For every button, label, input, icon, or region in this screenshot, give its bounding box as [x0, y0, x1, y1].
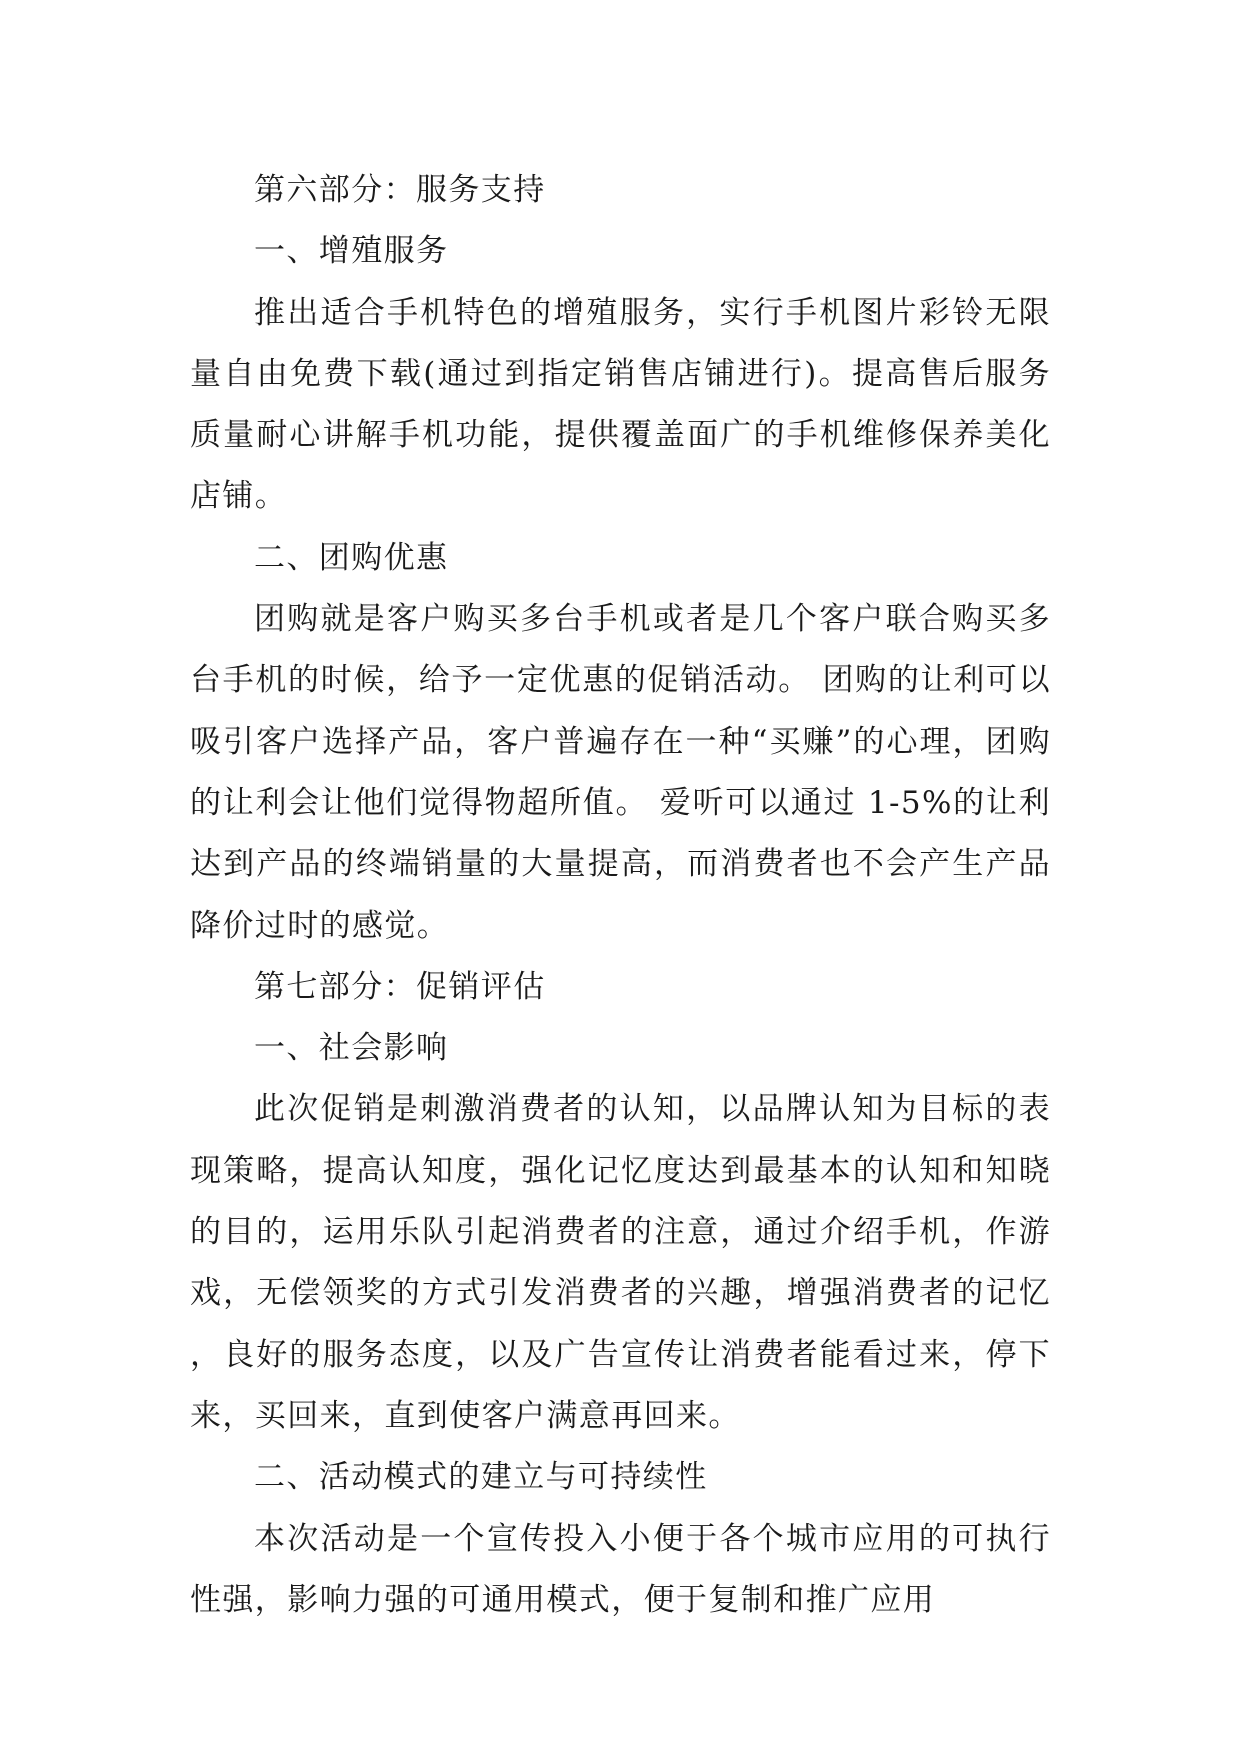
paragraph-social-impact: 此次促销是刺激消费者的认知，以品牌认知为目标的表现策略，提高认知度，强化记忆度达到最基本的认知和知晓的目的，运用乐队引起消费者的注意，通过介绍手机，作游戏，无偿领奖的方式引发消费者的兴趣，增强消费者的记忆，良好的服务态度，以及广告宣传让消费者能看过来，停下来，买回来，直到使客户满意再回来。 — [190, 1091, 1051, 1434]
section-heading-part-six: 第六部分：服务支持 — [254, 172, 546, 208]
subheading-value-added-service: 一、增殖服务 — [254, 233, 449, 270]
subheading-group-purchase: 二、团购优惠 — [254, 539, 449, 576]
paragraph-activity-model: 本次活动是一个宣传投入小便于各个城市应用的可执行性强，影响力强的可通用模式，便于复制和推广应用 — [190, 1520, 1051, 1618]
subheading-social-impact: 一、社会影响 — [254, 1030, 449, 1067]
subheading-activity-model: 二、活动模式的建立与可持续性 — [254, 1459, 708, 1496]
paragraph-group-purchase: 团购就是客户购买多台手机或者是几个客户联合购买多台手机的时候，给予一定优惠的促销活动。 团购的让利可以吸引客户选择产品，客户普遍存在一种“买赚”的心理，团购的让利会让他们觉得物超所值。 爱听可以通过 1-5%的让利达到产品的终端销量的大量提高，而消费者也不会产生产品降价过时的感觉。 — [190, 601, 1051, 944]
section-heading-part-seven: 第七部分：促销评估 — [254, 968, 546, 1005]
document-body — [190, 160, 1051, 1631]
paragraph-value-added-service: 推出适合手机特色的增殖服务，实行手机图片彩铃无限量自由免费下载(通过到指定销售店铺进行)。提高售后服务质量耐心讲解手机功能，提供覆盖面广的手机维修保养美化店铺。 — [190, 294, 1051, 515]
